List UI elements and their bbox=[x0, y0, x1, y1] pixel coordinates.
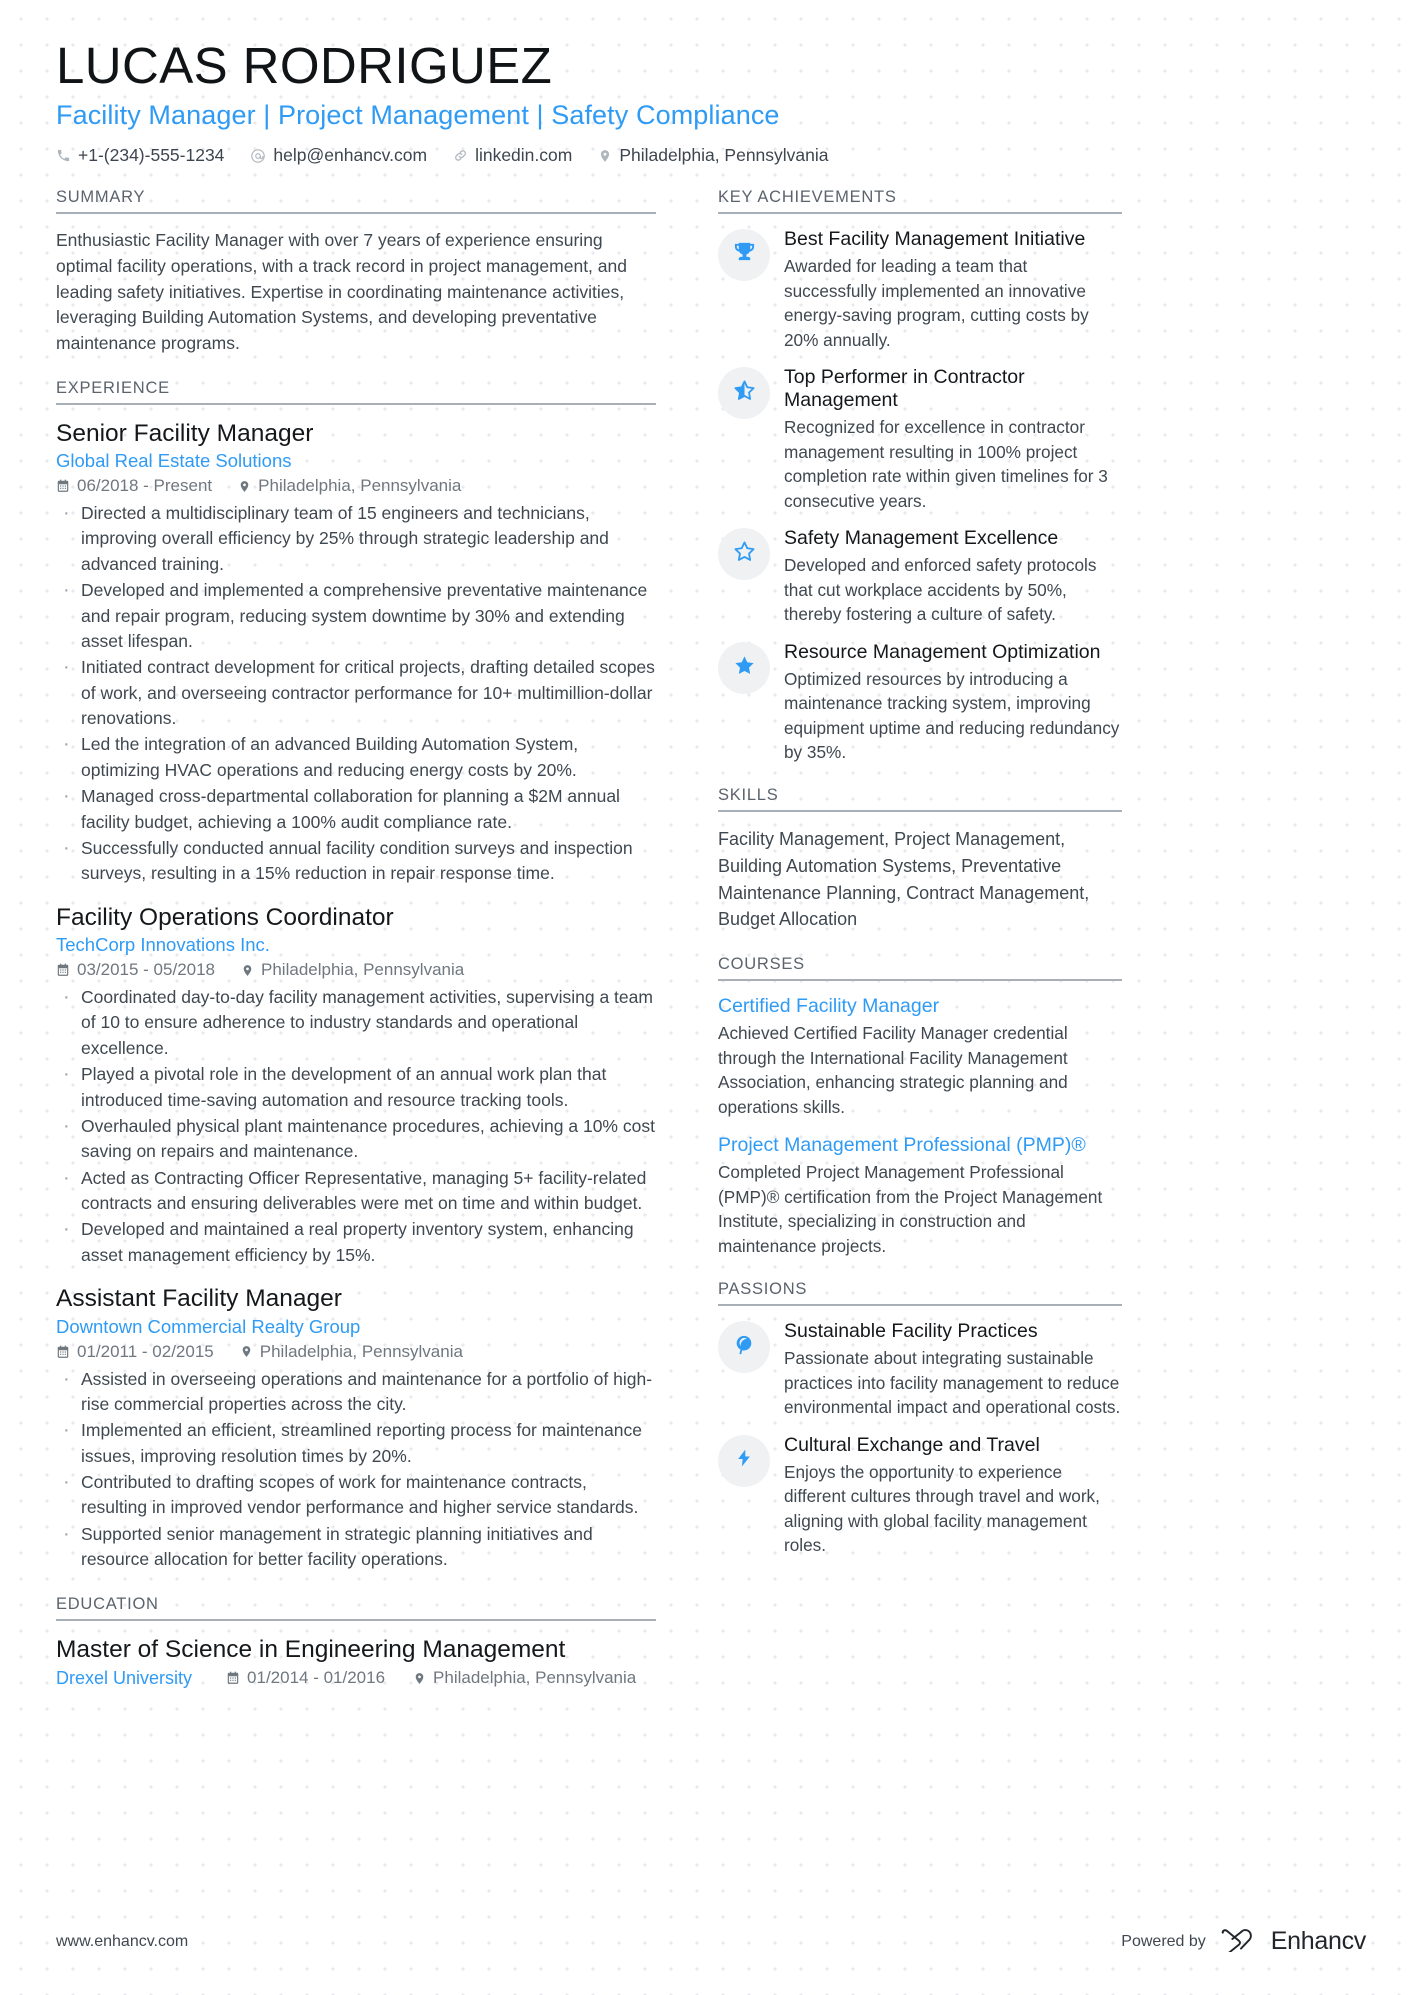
job-bullet: · Overhauled physical plant maintenance procedures, achieving a 10% cost saving on repairs and maintenance. bbox=[56, 1114, 656, 1165]
contact-linkedin-text: linkedin.com bbox=[475, 145, 573, 166]
star-filled-icon bbox=[733, 654, 756, 682]
education-date: 01/2014 - 01/2016 bbox=[247, 1668, 386, 1688]
resume-header bbox=[56, 38, 1366, 166]
achievement-desc: Optimized resources by introducing a maintenance tracking system, improving equipment uptime and reducing redundancy by 35%. bbox=[784, 668, 1120, 762]
education-entry bbox=[56, 1635, 656, 1689]
section-skills bbox=[718, 786, 1122, 933]
achievement-badge bbox=[718, 642, 770, 694]
job-bullet: · Successfully conducted annual facility condition surveys and inspection surveys, resulting in a 15% reduction in repair response time. bbox=[56, 836, 656, 887]
course-item bbox=[718, 995, 1122, 1119]
job-location: Philadelphia, Pennsylvania bbox=[258, 476, 462, 496]
passion-item bbox=[718, 1320, 1122, 1419]
job-bullets bbox=[56, 985, 656, 1268]
leaf-icon bbox=[733, 1334, 755, 1361]
page-footer bbox=[56, 1926, 1366, 1957]
education-school[interactable]: Drexel University bbox=[56, 1667, 193, 1688]
lightning-bolt-icon bbox=[734, 1447, 754, 1474]
job-meta bbox=[56, 476, 656, 496]
job-location-wrap bbox=[241, 960, 464, 980]
experience-heading: EXPERIENCE bbox=[56, 379, 656, 405]
calendar-icon bbox=[56, 479, 70, 493]
job-company[interactable]: Downtown Commercial Realty Group bbox=[56, 1315, 361, 1337]
achievement-desc: Recognized for excellence in contractor management resulting in 100% project completion rate within given timelines for 3 consecutive years. bbox=[784, 417, 1108, 511]
course-title[interactable]: Project Management Professional (PMP)® bbox=[718, 1134, 1086, 1156]
contact-linkedin[interactable] bbox=[453, 145, 572, 166]
job-bullet: · Implemented an efficient, streamlined reporting process for maintenance issues, improving resolution times by 20%. bbox=[56, 1418, 656, 1469]
achievement-item bbox=[718, 366, 1122, 513]
achievement-desc: Developed and enforced safety protocols that cut workplace accidents by 50%, thereby fostering a culture of safety. bbox=[784, 555, 1097, 625]
passion-desc: Passionate about integrating sustainable practices into facility management to reduce environmental impact and operational costs. bbox=[784, 1348, 1121, 1418]
section-courses bbox=[718, 955, 1122, 1258]
job-bullet: · Developed and maintained a real property inventory system, enhancing asset management efficiency by 15%. bbox=[56, 1217, 656, 1268]
contact-email[interactable] bbox=[250, 145, 427, 166]
job-date: 01/2011 - 02/2015 bbox=[77, 1341, 214, 1361]
passion-badge bbox=[718, 1321, 770, 1373]
contact-email-text: help@enhancv.com bbox=[273, 145, 428, 166]
brand-name: Enhancv bbox=[1270, 1927, 1366, 1955]
job-meta bbox=[56, 1342, 656, 1362]
location-pin-icon bbox=[240, 1344, 253, 1359]
right-column bbox=[718, 188, 1122, 1579]
star-outline-icon bbox=[733, 540, 756, 568]
professional-headline: Facility Manager | Project Management | Safety Compliance bbox=[56, 100, 780, 131]
job-location: Philadelphia, Pennsylvania bbox=[261, 960, 465, 980]
job-bullet: · Played a pivotal role in the development of an annual work plan that introduced time-saving automation and resource tracking tools. bbox=[56, 1062, 656, 1113]
passion-desc: Enjoys the opportunity to experience different cultures through travel and work, aligning with global facility management roles. bbox=[784, 1461, 1100, 1556]
contact-row bbox=[56, 145, 1366, 166]
footer-branding bbox=[1121, 1926, 1366, 1957]
achievement-title: Safety Management Excellence bbox=[784, 527, 1059, 550]
section-experience bbox=[56, 379, 656, 1573]
calendar-icon bbox=[56, 963, 70, 977]
achievements-heading: KEY ACHIEVEMENTS bbox=[718, 188, 1122, 214]
job-bullet: · Developed and implemented a comprehensive preventative maintenance and repair program, reducing system downtime by 30% and extending asset lifespan. bbox=[56, 578, 656, 654]
calendar-icon bbox=[226, 1671, 240, 1685]
education-meta bbox=[56, 1668, 656, 1689]
job-bullet: · Initiated contract development for critical projects, drafting detailed scopes of work, and overseeing contractor performance for 10+ multimillion-dollar renovations. bbox=[56, 655, 656, 731]
achievement-item bbox=[718, 641, 1122, 765]
page-title: LUCAS RODRIGUEZ bbox=[56, 37, 553, 94]
job-date: 03/2015 - 05/2018 bbox=[77, 960, 216, 980]
achievement-desc: Awarded for leading a team that successfully implemented an innovative energy-saving program, cutting costs by 20% annually. bbox=[784, 256, 1089, 350]
achievement-title: Best Facility Management Initiative bbox=[784, 228, 1086, 251]
job-title: Senior Facility Manager bbox=[56, 419, 314, 447]
education-degree: Master of Science in Engineering Management bbox=[56, 1635, 566, 1663]
job-company[interactable]: Global Real Estate Solutions bbox=[56, 450, 292, 472]
job-bullet: · Directed a multidisciplinary team of 15 engineers and technicians, improving overall efficiency by 25% through strategic leadership and advanced training. bbox=[56, 501, 656, 577]
achievement-badge bbox=[718, 229, 770, 281]
education-heading: EDUCATION bbox=[56, 1595, 656, 1621]
brand-logo bbox=[1220, 1926, 1366, 1957]
job-bullet: · Led the integration of an advanced Building Automation System, optimizing HVAC operations and reducing energy costs by 20%. bbox=[56, 732, 656, 783]
job-meta bbox=[56, 960, 656, 980]
job-location-wrap bbox=[240, 1342, 463, 1362]
achievement-item bbox=[718, 527, 1122, 626]
footer-url[interactable]: www.enhancv.com bbox=[56, 1932, 189, 1950]
powered-by-label: Powered by bbox=[1121, 1932, 1206, 1950]
location-pin-icon bbox=[241, 963, 254, 978]
enhancv-mark-icon bbox=[1220, 1926, 1262, 1957]
passion-badge bbox=[718, 1435, 770, 1487]
experience-entry bbox=[56, 903, 656, 1269]
course-desc: Achieved Certified Facility Manager credential through the International Facility Management Association, enhancing strategic planning and operations skills. bbox=[718, 1023, 1068, 1117]
job-bullet: · Assisted in overseeing operations and maintenance for a portfolio of high-rise commercial properties across the city. bbox=[56, 1367, 656, 1418]
job-bullet: · Managed cross-departmental collaboration for planning a $2M annual facility budget, achieving a 100% audit compliance rate. bbox=[56, 784, 656, 835]
email-icon bbox=[250, 148, 266, 164]
contact-phone[interactable] bbox=[56, 145, 224, 166]
left-column bbox=[56, 188, 656, 1711]
achievement-title: Resource Management Optimization bbox=[784, 640, 1101, 663]
job-company[interactable]: TechCorp Innovations Inc. bbox=[56, 934, 270, 956]
course-desc: Completed Project Management Professional (PMP)® certification from the Project Management Institute, specializing in construction and maintenance projects. bbox=[718, 1162, 1103, 1256]
link-icon bbox=[453, 148, 468, 163]
job-date: 06/2018 - Present bbox=[77, 476, 213, 496]
job-bullet: · Supported senior management in strategic planning initiatives and resource allocation for better facility operations. bbox=[56, 1522, 656, 1573]
achievement-badge bbox=[718, 367, 770, 419]
achievement-title: Top Performer in Contractor Management bbox=[784, 365, 1025, 412]
job-location: Philadelphia, Pennsylvania bbox=[259, 1341, 463, 1361]
job-bullets bbox=[56, 501, 656, 887]
job-bullets bbox=[56, 1367, 656, 1573]
job-bullet: · Acted as Contracting Officer Representative, managing 5+ facility-related contracts and ensuring deliverables were met on time and within budget. bbox=[56, 1166, 656, 1217]
phone-icon bbox=[56, 148, 71, 163]
skills-heading: SKILLS bbox=[718, 786, 1122, 812]
section-passions bbox=[718, 1280, 1122, 1557]
summary-text: Enthusiastic Facility Manager with over 7 years of experience ensuring optimal facility operations, with a track record in project management, and leading safety initiatives. Expertise in coordinating maintenance activities, leveraging Building Automation Systems, and developing preventative maintenance programs. bbox=[56, 230, 627, 353]
experience-entry bbox=[56, 419, 656, 887]
star-half-icon bbox=[733, 379, 756, 407]
job-title: Assistant Facility Manager bbox=[56, 1285, 342, 1313]
location-pin-icon bbox=[598, 148, 612, 164]
summary-heading: SUMMARY bbox=[56, 188, 656, 214]
course-title[interactable]: Certified Facility Manager bbox=[718, 994, 940, 1017]
education-location: Philadelphia, Pennsylvania bbox=[433, 1668, 637, 1688]
course-item bbox=[718, 1134, 1122, 1258]
calendar-icon bbox=[56, 1345, 70, 1359]
job-bullet: · Contributed to drafting scopes of work for maintenance contracts, resulting in improved vendor performance and higher service standards. bbox=[56, 1470, 656, 1521]
location-pin-icon bbox=[238, 479, 251, 494]
job-location-wrap bbox=[238, 476, 461, 496]
passion-title: Sustainable Facility Practices bbox=[784, 1320, 1038, 1343]
education-date-wrap bbox=[226, 1668, 385, 1688]
experience-entry bbox=[56, 1284, 656, 1572]
location-pin-icon bbox=[413, 1671, 426, 1686]
achievement-badge bbox=[718, 528, 770, 580]
skills-list: Facility Management, Project Management, Building Automation Systems, Preventative Maintenance Planning, Contract Management, Budget Allocation bbox=[718, 829, 1090, 930]
achievement-item bbox=[718, 228, 1122, 352]
education-location-wrap bbox=[413, 1668, 636, 1688]
passion-item bbox=[718, 1434, 1122, 1558]
section-summary bbox=[56, 188, 656, 357]
contact-phone-text: +1-(234)-555-1234 bbox=[78, 145, 225, 166]
section-education bbox=[56, 1595, 656, 1689]
job-title: Facility Operations Coordinator bbox=[56, 903, 394, 931]
contact-location bbox=[598, 145, 828, 166]
contact-location-text: Philadelphia, Pennsylvania bbox=[619, 145, 829, 166]
passions-heading: PASSIONS bbox=[718, 1280, 1122, 1306]
trophy-icon bbox=[733, 241, 756, 269]
courses-heading: COURSES bbox=[718, 955, 1122, 981]
job-bullet: · Coordinated day-to-day facility management activities, supervising a team of 10 to ensure adherence to industry standards and operational excellence. bbox=[56, 985, 656, 1061]
passion-title: Cultural Exchange and Travel bbox=[784, 1433, 1040, 1456]
section-key-achievements bbox=[718, 188, 1122, 764]
